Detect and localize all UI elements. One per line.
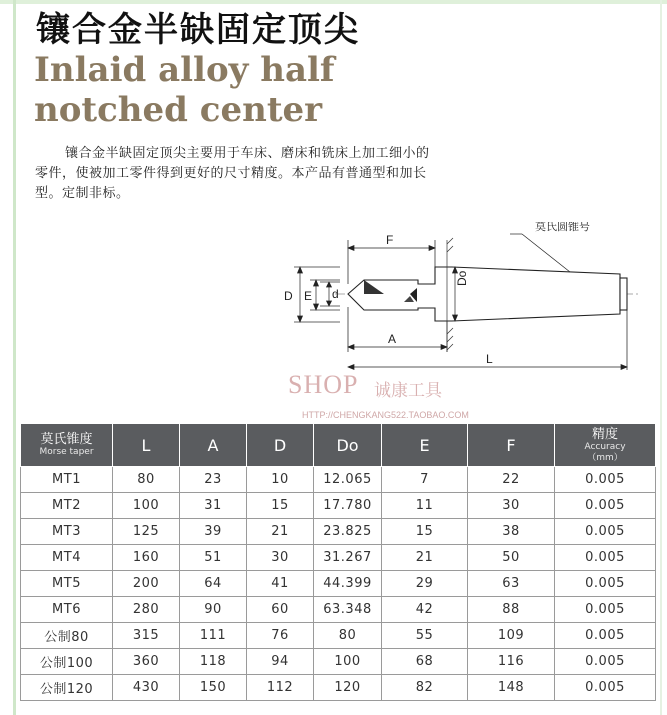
table-cell: 7 [382, 467, 468, 493]
callout-morse: 莫氏圆锥号 [535, 222, 590, 233]
table-cell: 38 [468, 519, 555, 545]
table-cell: 0.005 [555, 597, 656, 623]
table-cell: 0.005 [555, 649, 656, 675]
table-cell: 42 [382, 597, 468, 623]
table-cell: 21 [247, 519, 314, 545]
table-cell: 55 [382, 623, 468, 649]
table-cell: MT5 [21, 571, 113, 597]
table-cell: 22 [468, 467, 555, 493]
label-D: D [284, 289, 293, 303]
table-cell: MT3 [21, 519, 113, 545]
table-cell: 80 [314, 623, 382, 649]
watermark-url: HTTP://CHENGKANG522.TAOBAO.COM [302, 410, 469, 420]
table-cell: 360 [113, 649, 180, 675]
table-cell: 0.005 [555, 623, 656, 649]
table-cell: MT6 [21, 597, 113, 623]
table-row [21, 597, 656, 623]
table-cell: 100 [113, 493, 180, 519]
table-cell: 160 [113, 545, 180, 571]
header-A: A [180, 424, 247, 467]
table-cell: 315 [113, 623, 180, 649]
table-cell: MT2 [21, 493, 113, 519]
table-cell: 60 [247, 597, 314, 623]
table-cell: 41 [247, 571, 314, 597]
header-Do: Do [314, 424, 382, 467]
table-cell: 200 [113, 571, 180, 597]
table-cell: 29 [382, 571, 468, 597]
table-cell: 公制80 [21, 623, 113, 649]
table-cell: 111 [180, 623, 247, 649]
table-cell: 11 [382, 493, 468, 519]
table-cell: 63.348 [314, 597, 382, 623]
table-cell: 30 [468, 493, 555, 519]
table-cell: 82 [382, 675, 468, 701]
table-row [21, 519, 656, 545]
table-cell: 118 [180, 649, 247, 675]
header-E: E [382, 424, 468, 467]
table-cell: 64 [180, 571, 247, 597]
table-cell: MT1 [21, 467, 113, 493]
product-description: 镶合金半缺固定顶尖主要用于车床、磨床和铣床上加工细小的零件，使被加工零件得到更好的尺寸精度。本产品有普通型和加长型。定制非标。 [35, 146, 430, 201]
right-border-line [660, 0, 662, 715]
shop-watermark [288, 370, 508, 430]
table-cell: 109 [468, 623, 555, 649]
table-cell: 63 [468, 571, 555, 597]
table-cell: 23 [180, 467, 247, 493]
table-cell: 公制100 [21, 649, 113, 675]
table-cell: MT4 [21, 545, 113, 571]
label-F: F [386, 233, 394, 247]
table-header-row [21, 424, 656, 467]
technical-drawing [280, 222, 660, 382]
table-cell: 148 [468, 675, 555, 701]
table-cell: 12.065 [314, 467, 382, 493]
table-row [21, 467, 656, 493]
table-cell: 0.005 [555, 493, 656, 519]
page-title-en: Inlaid alloy half notched center [34, 50, 335, 130]
table-row [21, 571, 656, 597]
header-L: L [113, 424, 180, 467]
table-cell: 100 [314, 649, 382, 675]
table-cell: 0.005 [555, 545, 656, 571]
table-row [21, 675, 656, 701]
label-E: E [304, 289, 313, 303]
table-cell: 68 [382, 649, 468, 675]
table-row [21, 649, 656, 675]
table-cell: 44.399 [314, 571, 382, 597]
table-cell: 0.005 [555, 519, 656, 545]
spec-table-body [21, 467, 656, 701]
table-row [21, 493, 656, 519]
left-border-line [13, 0, 16, 715]
table-cell: 30 [247, 545, 314, 571]
label-d: d [332, 287, 339, 301]
table-cell: 51 [180, 545, 247, 571]
table-cell: 17.780 [314, 493, 382, 519]
table-cell: 76 [247, 623, 314, 649]
table-cell: 125 [113, 519, 180, 545]
table-cell: 15 [247, 493, 314, 519]
header-accuracy: 精度 Accuracy （mm） [555, 424, 656, 467]
table-cell: 31 [180, 493, 247, 519]
header-morse: 莫氏锥度 Morse taper [21, 424, 113, 467]
table-cell: 80 [113, 467, 180, 493]
table-cell: 公制120 [21, 675, 113, 701]
table-cell: 90 [180, 597, 247, 623]
table-cell: 21 [382, 545, 468, 571]
label-A: A [388, 332, 397, 346]
table-cell: 120 [314, 675, 382, 701]
header-D: D [247, 424, 314, 467]
table-cell: 116 [468, 649, 555, 675]
table-row [21, 545, 656, 571]
table-cell: 50 [468, 545, 555, 571]
table-cell: 280 [113, 597, 180, 623]
table-cell: 0.005 [555, 467, 656, 493]
table-cell: 39 [180, 519, 247, 545]
label-Do: Do [455, 270, 469, 286]
table-cell: 15 [382, 519, 468, 545]
table-cell: 0.005 [555, 571, 656, 597]
table-cell: 430 [113, 675, 180, 701]
table-cell: 94 [247, 649, 314, 675]
page-title-cn: 镶合金半缺固定顶尖 [36, 10, 360, 50]
table-cell: 112 [247, 675, 314, 701]
table-cell: 31.267 [314, 545, 382, 571]
table-cell: 88 [468, 597, 555, 623]
header-F: F [468, 424, 555, 467]
watermark-name: 诚康工具 [374, 381, 442, 401]
watermark-shop: SHOP [288, 370, 359, 399]
spec-table [20, 423, 656, 701]
table-row [21, 623, 656, 649]
label-L: L [486, 352, 493, 366]
table-cell: 10 [247, 467, 314, 493]
table-cell: 150 [180, 675, 247, 701]
table-cell: 0.005 [555, 675, 656, 701]
table-cell: 23.825 [314, 519, 382, 545]
